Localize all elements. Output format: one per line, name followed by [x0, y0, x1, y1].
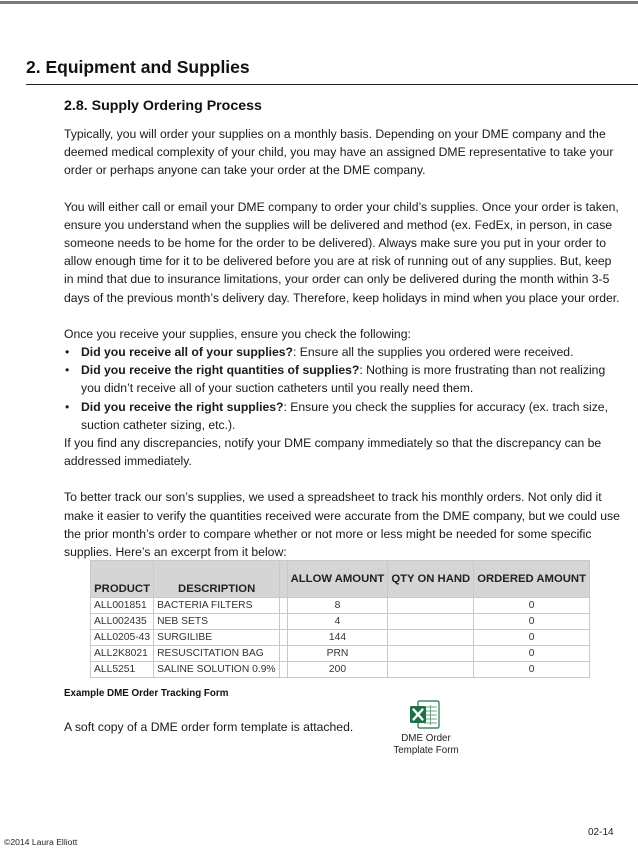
order-tracking-table [90, 560, 590, 678]
qty-on-hand-cell [388, 630, 474, 646]
ordered-amount-cell: 0 [474, 662, 590, 678]
body-text [64, 125, 620, 561]
allow-amount-cell: 200 [287, 662, 388, 678]
table-caption: Example DME Order Tracking Form [64, 688, 229, 699]
qty-on-hand-cell [388, 614, 474, 630]
blank-cell [280, 646, 287, 662]
description-cell: RESUSCITATION BAG [154, 646, 280, 662]
blank-cell [280, 614, 287, 630]
attachment-label-line: DME Order [401, 733, 451, 744]
excel-file-icon[interactable] [409, 700, 441, 730]
section-title: 2. Equipment and Supplies [26, 57, 250, 77]
column-header-description: DESCRIPTION [154, 561, 280, 598]
table-header-row [91, 561, 590, 598]
description-cell: BACTERIA FILTERS [154, 598, 280, 614]
qty-on-hand-cell [388, 598, 474, 614]
allow-amount-cell: 8 [287, 598, 388, 614]
subsection-title: 2.8. Supply Ordering Process [64, 98, 262, 114]
product-code-cell: ALL5251 [91, 662, 154, 678]
checklist [64, 343, 620, 434]
attachment-note: A soft copy of a DME order form template is attached. [64, 720, 354, 734]
checklist-item [64, 343, 620, 361]
paragraph-ordering-method: You will either call or email your DME company to order your child’s supplies. Once your order is taken, ensure you understand when the supplies will be delivered and method (ex. FedEx, in person, in case someone needs to be home for the order to be delivered). Always make sure you put in your order to allow enough time for it to be delivered before you are at risk of running out of any supplies. But, keep in mind that due to insurance limitations, your order can only be delivered during the month within 3-5 days of the previous month’s delivery day. Therefore, keep holidays in mind when you place your order. [64, 199, 620, 305]
blank-cell [280, 662, 287, 678]
checklist-item-text: : Ensure you check the supplies for accuracy (ex. trach size, suction catheter sizing, etc.). [81, 399, 608, 432]
product-code-cell: ALL2K8021 [91, 646, 154, 662]
attachment-label-line: Template Form [393, 745, 459, 756]
product-code-cell: ALL002435 [91, 614, 154, 630]
product-code-cell: ALL0205-43 [91, 630, 154, 646]
checklist-item-text: : Ensure all the supplies you ordered were received. [292, 345, 574, 360]
checklist-intro: Once you receive your supplies, ensure you check the following: [64, 326, 411, 341]
checklist-item [64, 398, 620, 434]
section-title-underline [26, 84, 638, 85]
discrepancy-text: If you find any discrepancies, notify your DME company immediately so that the discrepancy can be addressed immediately. [64, 436, 602, 469]
page-top-rule [0, 1, 638, 4]
page-number: 02-14 [588, 827, 614, 838]
qty-on-hand-cell [388, 646, 474, 662]
checklist-item-text: : Nothing is more frustrating than not realizing you didn’t receive all of your suction catheters until you really need them. [81, 363, 606, 396]
table-row [91, 598, 590, 614]
qty-on-hand-cell [388, 662, 474, 678]
column-header-blank [280, 561, 287, 598]
checklist-item-question: Did you receive the right supplies? [81, 399, 284, 414]
ordered-amount-cell: 0 [474, 598, 590, 614]
table-row [91, 662, 590, 678]
checklist-item-question: Did you receive the right quantities of supplies? [81, 363, 360, 378]
allow-amount-cell: PRN [287, 646, 388, 662]
allow-amount-cell: 4 [287, 614, 388, 630]
blank-cell [280, 630, 287, 646]
ordered-amount-cell: 0 [474, 614, 590, 630]
column-header-qty-on-hand: QTY ON HAND [388, 561, 474, 598]
description-cell: SURGILIBE [154, 630, 280, 646]
paragraph-tracking: To better track our son’s supplies, we used a spreadsheet to track his monthly orders. Not only did it make it easier to verify the quantities received were accurate from the DME company, but we could use the prior month’s order to compare whether or not more or less might be needed for some specific supplies. Here’s an excerpt from it below: [64, 490, 620, 560]
product-code-cell: ALL001851 [91, 598, 154, 614]
description-cell: SALINE SOLUTION 0.9% [154, 662, 280, 678]
description-cell: NEB SETS [154, 614, 280, 630]
ordered-amount-cell: 0 [474, 630, 590, 646]
allow-amount-cell: 144 [287, 630, 388, 646]
column-header-allow-amount: ALLOW AMOUNT [287, 561, 388, 598]
blank-cell [280, 598, 287, 614]
table-row [91, 630, 590, 646]
paragraph-ordering-frequency: Typically, you will order your supplies on a monthly basis. Depending on your DME company and the deemed medical complexity of your child, you may have an assigned DME representative to take your order or perhaps anyone can take your order at the DME company. [64, 127, 614, 178]
table-row [91, 614, 590, 630]
ordered-amount-cell: 0 [474, 646, 590, 662]
column-header-ordered-amount: ORDERED AMOUNT [474, 561, 590, 598]
checklist-item [64, 361, 620, 397]
copyright-footer: ©2014 Laura Elliott [4, 837, 78, 847]
table-row [91, 646, 590, 662]
column-header-product: PRODUCT [91, 561, 154, 598]
attachment-label[interactable] [384, 733, 468, 757]
checklist-item-question: Did you receive all of your supplies? [81, 345, 293, 360]
